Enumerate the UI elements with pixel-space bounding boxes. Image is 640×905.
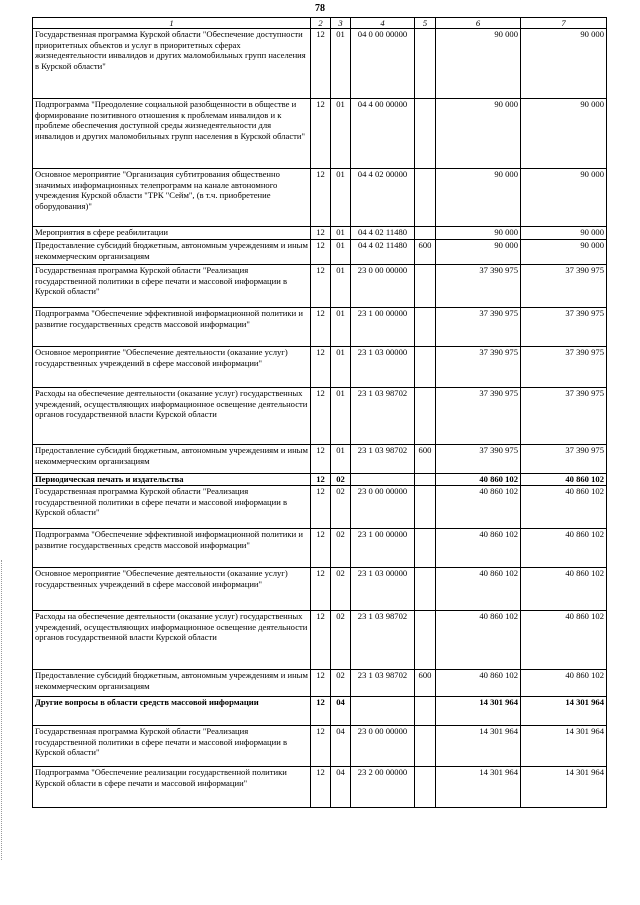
row-name: Предоставление субсидий бюджетным, автономным учреждениям и иным некоммерческим организациям <box>33 670 311 697</box>
row-amount-1: 37 390 975 <box>436 308 521 347</box>
row-target-article: 23 1 03 98702 <box>351 611 415 670</box>
row-name: Предоставление субсидий бюджетным, автономным учреждениям и иным некоммерческим организациям <box>33 240 311 265</box>
row-amount-1: 37 390 975 <box>436 388 521 445</box>
column-header: 7 <box>521 18 607 29</box>
table-row <box>33 29 607 99</box>
row-target-article: 04 0 00 00000 <box>351 29 415 99</box>
column-header: 2 <box>311 18 331 29</box>
row-amount-1: 14 301 964 <box>436 726 521 767</box>
row-amount-1: 40 860 102 <box>436 486 521 529</box>
table-row <box>33 767 607 808</box>
row-expense-type: 600 <box>415 240 436 265</box>
row-amount-1: 40 860 102 <box>436 529 521 568</box>
row-target-article <box>351 697 415 726</box>
row-amount-1: 90 000 <box>436 29 521 99</box>
row-subsection: 01 <box>331 308 351 347</box>
row-expense-type <box>415 697 436 726</box>
row-target-article: 23 1 03 00000 <box>351 347 415 388</box>
row-target-article: 04 4 00 00000 <box>351 99 415 169</box>
row-name: Другие вопросы в области средств массовой информации <box>33 697 311 726</box>
row-subsection: 02 <box>331 568 351 611</box>
row-expense-type <box>415 486 436 529</box>
row-amount-2: 37 390 975 <box>521 388 607 445</box>
row-amount-1: 40 860 102 <box>436 611 521 670</box>
page-number: 78 <box>315 3 325 14</box>
row-expense-type <box>415 388 436 445</box>
row-expense-type <box>415 347 436 388</box>
row-amount-1: 14 301 964 <box>436 697 521 726</box>
row-expense-type <box>415 308 436 347</box>
row-expense-type <box>415 227 436 240</box>
row-amount-1: 14 301 964 <box>436 767 521 808</box>
budget-table <box>32 17 607 808</box>
table-row <box>33 388 607 445</box>
row-name: Государственная программа Курской области "Обеспечение доступности приоритетных объектов и услуг в приоритетных сферах жизнедеятельности инвалидов и других маломобильных групп населения в Курской области" <box>33 29 311 99</box>
row-amount-2: 14 301 964 <box>521 767 607 808</box>
row-name: Подпрограмма "Обеспечение эффективной информационной политики и развитие государственных средств массовой информации" <box>33 308 311 347</box>
row-target-article: 23 1 00 00000 <box>351 529 415 568</box>
row-subsection: 02 <box>331 529 351 568</box>
row-expense-type <box>415 265 436 308</box>
row-subsection: 01 <box>331 227 351 240</box>
row-target-article: 23 1 03 98702 <box>351 388 415 445</box>
row-amount-1: 37 390 975 <box>436 347 521 388</box>
table-row <box>33 445 607 474</box>
row-expense-type <box>415 568 436 611</box>
row-amount-1: 90 000 <box>436 227 521 240</box>
column-header: 4 <box>351 18 415 29</box>
table-row <box>33 697 607 726</box>
header-row <box>33 18 607 29</box>
table-row <box>33 726 607 767</box>
row-section: 12 <box>311 240 331 265</box>
table-row <box>33 670 607 697</box>
row-amount-2: 40 860 102 <box>521 670 607 697</box>
row-amount-2: 40 860 102 <box>521 568 607 611</box>
row-subsection: 01 <box>331 347 351 388</box>
column-header: 6 <box>436 18 521 29</box>
row-target-article: 04 4 02 00000 <box>351 169 415 227</box>
row-name: Основное мероприятие "Обеспечение деятельности (оказание услуг) государственных учреждений в сфере массовой информации" <box>33 568 311 611</box>
row-target-article: 23 2 00 00000 <box>351 767 415 808</box>
row-expense-type: 600 <box>415 445 436 474</box>
table-row <box>33 308 607 347</box>
row-amount-2: 40 860 102 <box>521 611 607 670</box>
column-header: 5 <box>415 18 436 29</box>
table-row <box>33 568 607 611</box>
row-target-article: 23 1 03 98702 <box>351 670 415 697</box>
row-amount-2: 90 000 <box>521 29 607 99</box>
row-amount-1: 90 000 <box>436 169 521 227</box>
row-subsection: 01 <box>331 265 351 308</box>
row-subsection: 04 <box>331 726 351 767</box>
row-name: Государственная программа Курской области "Реализация государственной политики в сфере печати и массовой информации в Курской области" <box>33 265 311 308</box>
row-name: Подпрограмма "Обеспечение реализации государственной политики Курской области в сфере печати и массовой информации" <box>33 767 311 808</box>
row-expense-type <box>415 529 436 568</box>
column-header: 3 <box>331 18 351 29</box>
row-amount-2: 37 390 975 <box>521 265 607 308</box>
row-amount-2: 37 390 975 <box>521 347 607 388</box>
row-section: 12 <box>311 29 331 99</box>
row-expense-type <box>415 474 436 486</box>
row-subsection: 04 <box>331 697 351 726</box>
row-subsection: 04 <box>331 767 351 808</box>
table-row <box>33 529 607 568</box>
row-expense-type <box>415 726 436 767</box>
row-amount-2: 40 860 102 <box>521 529 607 568</box>
table-row <box>33 227 607 240</box>
row-section: 12 <box>311 529 331 568</box>
row-amount-1: 40 860 102 <box>436 474 521 486</box>
row-amount-2: 90 000 <box>521 99 607 169</box>
row-name: Подпрограмма "Преодоление социальной разобщенности в обществе и формирование позитивного отношения к проблемам инвалидов и к проблеме обеспечения доступной среды жизнедеятельности для инвалидов и других маломобильных групп населения в Курской области" <box>33 99 311 169</box>
row-name: Предоставление субсидий бюджетным, автономным учреждениям и иным некоммерческим организациям <box>33 445 311 474</box>
table-row <box>33 474 607 486</box>
row-amount-1: 90 000 <box>436 240 521 265</box>
row-amount-1: 37 390 975 <box>436 445 521 474</box>
row-subsection: 02 <box>331 486 351 529</box>
row-subsection: 01 <box>331 240 351 265</box>
row-target-article: 23 1 03 00000 <box>351 568 415 611</box>
row-section: 12 <box>311 445 331 474</box>
row-amount-1: 37 390 975 <box>436 265 521 308</box>
row-subsection: 02 <box>331 670 351 697</box>
row-amount-2: 14 301 964 <box>521 726 607 767</box>
row-name: Государственная программа Курской области "Реализация государственной политики в сфере печати и массовой информации в Курской области" <box>33 486 311 529</box>
row-amount-2: 90 000 <box>521 169 607 227</box>
row-name: Мероприятия в сфере реабилитации <box>33 227 311 240</box>
row-section: 12 <box>311 697 331 726</box>
row-section: 12 <box>311 265 331 308</box>
row-target-article: 23 0 00 00000 <box>351 265 415 308</box>
row-section: 12 <box>311 568 331 611</box>
table-row <box>33 265 607 308</box>
row-name: Расходы на обеспечение деятельности (оказание услуг) государственных учреждений, осуществляющих информационное освещение деятельности органов государственной власти Курской области <box>33 388 311 445</box>
row-amount-1: 90 000 <box>436 99 521 169</box>
row-section: 12 <box>311 169 331 227</box>
row-amount-2: 37 390 975 <box>521 308 607 347</box>
row-amount-2: 90 000 <box>521 240 607 265</box>
row-subsection: 02 <box>331 474 351 486</box>
row-target-article: 23 1 03 98702 <box>351 445 415 474</box>
row-section: 12 <box>311 308 331 347</box>
row-amount-2: 14 301 964 <box>521 697 607 726</box>
table-row <box>33 611 607 670</box>
table-row <box>33 240 607 265</box>
row-amount-2: 40 860 102 <box>521 486 607 529</box>
row-section: 12 <box>311 227 331 240</box>
row-expense-type: 600 <box>415 670 436 697</box>
row-amount-2: 40 860 102 <box>521 474 607 486</box>
row-subsection: 01 <box>331 388 351 445</box>
row-name: Основное мероприятие "Организация субтитрования общественно значимых информационных телепрограмм на канале автономного учреждения Курской области "ТРК "Сейм", (в т.ч. приобретение оборудования)" <box>33 169 311 227</box>
scan-edge <box>1 560 3 860</box>
row-section: 12 <box>311 99 331 169</box>
row-target-article: 04 4 02 11480 <box>351 240 415 265</box>
row-name: Основное мероприятие "Обеспечение деятельности (оказание услуг) государственных учреждений в сфере массовой информации" <box>33 347 311 388</box>
table-row <box>33 169 607 227</box>
table-row <box>33 486 607 529</box>
row-section: 12 <box>311 670 331 697</box>
row-expense-type <box>415 767 436 808</box>
row-expense-type <box>415 611 436 670</box>
row-amount-2: 90 000 <box>521 227 607 240</box>
row-subsection: 01 <box>331 29 351 99</box>
row-expense-type <box>415 29 436 99</box>
row-subsection: 01 <box>331 169 351 227</box>
row-target-article: 23 0 00 00000 <box>351 486 415 529</box>
row-amount-2: 37 390 975 <box>521 445 607 474</box>
row-name: Государственная программа Курской области "Реализация государственной политики в сфере печати и массовой информации в Курской области" <box>33 726 311 767</box>
column-header: 1 <box>33 18 311 29</box>
row-target-article: 04 4 02 11480 <box>351 227 415 240</box>
row-subsection: 01 <box>331 99 351 169</box>
row-section: 12 <box>311 767 331 808</box>
row-target-article <box>351 474 415 486</box>
row-name: Подпрограмма "Обеспечение эффективной информационной политики и развитие государственных средств массовой информации" <box>33 529 311 568</box>
row-expense-type <box>415 99 436 169</box>
row-section: 12 <box>311 611 331 670</box>
row-target-article: 23 0 00 00000 <box>351 726 415 767</box>
row-section: 12 <box>311 347 331 388</box>
row-amount-1: 40 860 102 <box>436 670 521 697</box>
row-section: 12 <box>311 726 331 767</box>
row-amount-1: 40 860 102 <box>436 568 521 611</box>
row-section: 12 <box>311 388 331 445</box>
row-section: 12 <box>311 486 331 529</box>
row-name: Периодическая печать и издательства <box>33 474 311 486</box>
row-expense-type <box>415 169 436 227</box>
row-name: Расходы на обеспечение деятельности (оказание услуг) государственных учреждений, осуществляющих информационное освещение деятельности органов государственной власти Курской области <box>33 611 311 670</box>
row-section: 12 <box>311 474 331 486</box>
table-row <box>33 99 607 169</box>
row-subsection: 02 <box>331 611 351 670</box>
row-subsection: 01 <box>331 445 351 474</box>
row-target-article: 23 1 00 00000 <box>351 308 415 347</box>
table-row <box>33 347 607 388</box>
